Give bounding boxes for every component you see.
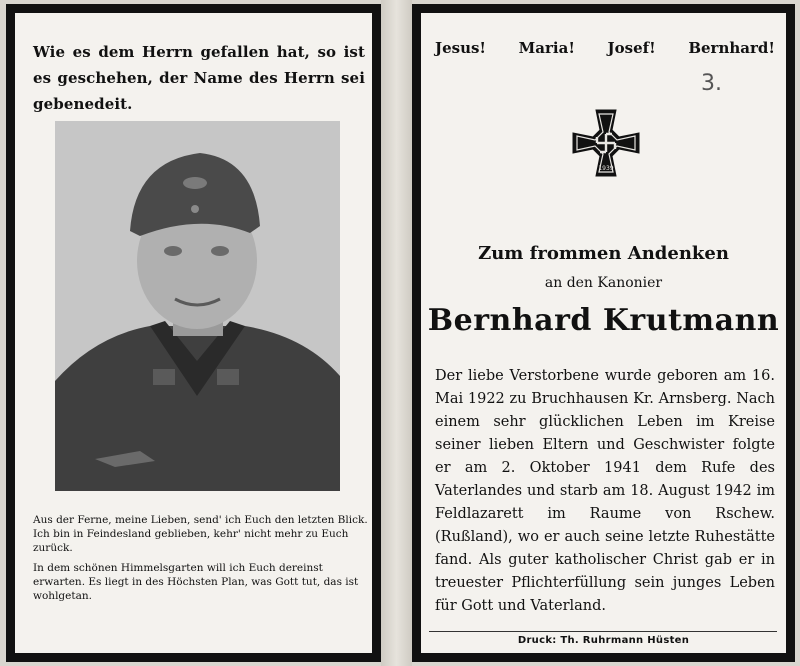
- left-panel: [6, 4, 381, 662]
- printer-imprint: Druck: Th. Ruhrmann Hüsten: [517, 635, 690, 646]
- portrait-image: [55, 121, 340, 491]
- cross-year: 1939: [598, 165, 614, 172]
- rank-line: an den Kanonier: [544, 275, 663, 291]
- invocation-maria: Maria!: [518, 39, 575, 57]
- deceased-name: Bernhard Krutmann: [427, 303, 780, 338]
- poem-stanza-2: In dem schönen Himmelsgarten will ich Euch dereinst erwarten. Es liegt in des Höchsten Plan, was Gott tut, das ist wohlgetan.: [33, 562, 359, 602]
- printer-divider: [429, 631, 777, 632]
- right-panel: [412, 4, 795, 662]
- card-fold: [381, 0, 412, 666]
- iron-cross-icon: [571, 108, 641, 178]
- poem-stanza-1: Aus der Ferne, meine Lieben, send' ich Euch den letzten Blick. Ich bin in Feindesland geblieben, kehr' nicht mehr zu Euch zurück.: [33, 514, 368, 554]
- invocation-josef: Josef!: [607, 39, 656, 57]
- invocation-bernhard: Bernhard!: [688, 39, 775, 57]
- farewell-poem: [33, 513, 368, 609]
- invocation-names: [435, 39, 775, 57]
- invocation-jesus: Jesus!: [435, 39, 487, 57]
- pencil-mark: 3.: [701, 71, 722, 96]
- memorial-heading: Zum frommen Andenken: [478, 243, 729, 264]
- biography-text: Der liebe Verstorbene wurde geboren am 16. Mai 1922 zu Bruchhausen Kr. Arnsberg. Nach einem sehr glücklichen Leben im Kreise seiner lieben Eltern und Geschwister folgte er am 2. Oktober 1941 dem Rufe des Vaterlandes und starb am 18. August 1942 im Feldlazarett im Raume von Rschew. (Rußland), wo er auch seine letzte Ruhestätte fand. Als guter katholischer Christ gab er in treuester Pflichterfüllung sein junges Leben für Gott und Vaterland.: [435, 368, 775, 614]
- iron-cross-emblem: [571, 108, 641, 178]
- scripture-quote: Wie es dem Herrn gefallen hat, so ist es geschehen, der Name des Herrn sei gebenedeit.: [33, 43, 365, 113]
- soldier-portrait: [55, 121, 340, 491]
